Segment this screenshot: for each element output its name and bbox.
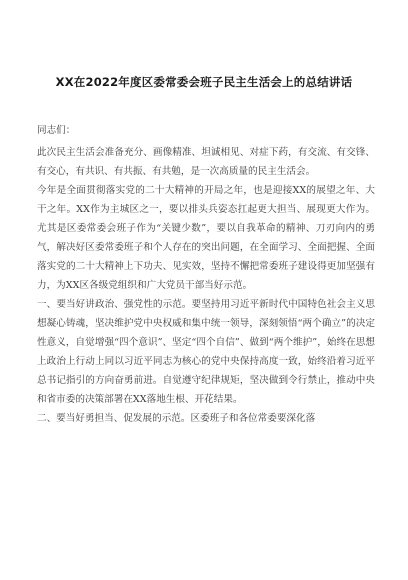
paragraph-1: 此次民主生活会准备充分、画像精准、坦诚相见、对症下药，有交流、有交锋、有交心，有共识、有共振、有共勉，是一次高质量的民主生活会。 [37,147,375,177]
paragraph-2: 今年是全面贯彻落实党的二十大精神的开局之年，也是迎接XX的展望之年、大干之年。XX作为主城区之一，要以排头兵姿态扛起更大担当、展现更大作为。尤其是区委常委会班子作为“关键少数”，要以自我革命的精神、刀刃向内的勇气，解决好区委常委班子和个人存在的突出问题，在全面学习、全面把握、全面落实党的二十大精神上下功夫、见实效，坚持不懈把常委班子建设得更加坚强有力，为XX区各级党组织和广大党员干部当好示范。 [37,185,375,291]
document-body [37,121,375,428]
paragraph-3: 一、要当好讲政治、强党性的示范。要坚持用习近平新时代中国特色社会主义思想凝心铸魂，坚决维护党中央权威和集中统一领导，深刻领悟“两个确立”的决定性意义，自觉增强“四个意识”、坚定“四个自信”、做到“两个维护”，始终在思想上政治上行动上同以习近平同志为核心的党中央保持高度一致，始终沿着习近平总书记指引的方向奋勇前进。自觉遵守纪律规矩，坚决做到令行禁止，推动中央和省市委的决策部署在XX落地生根、开花结果。 [37,299,375,405]
document-title: XX在2022年度区委常委会班子民主生活会上的总结讲话 [55,75,353,89]
greeting: 同志们： [37,125,76,136]
paragraph-4: 二、要当好勇担当、促发展的示范。区委班子和各位常委要深化落 [37,413,316,424]
